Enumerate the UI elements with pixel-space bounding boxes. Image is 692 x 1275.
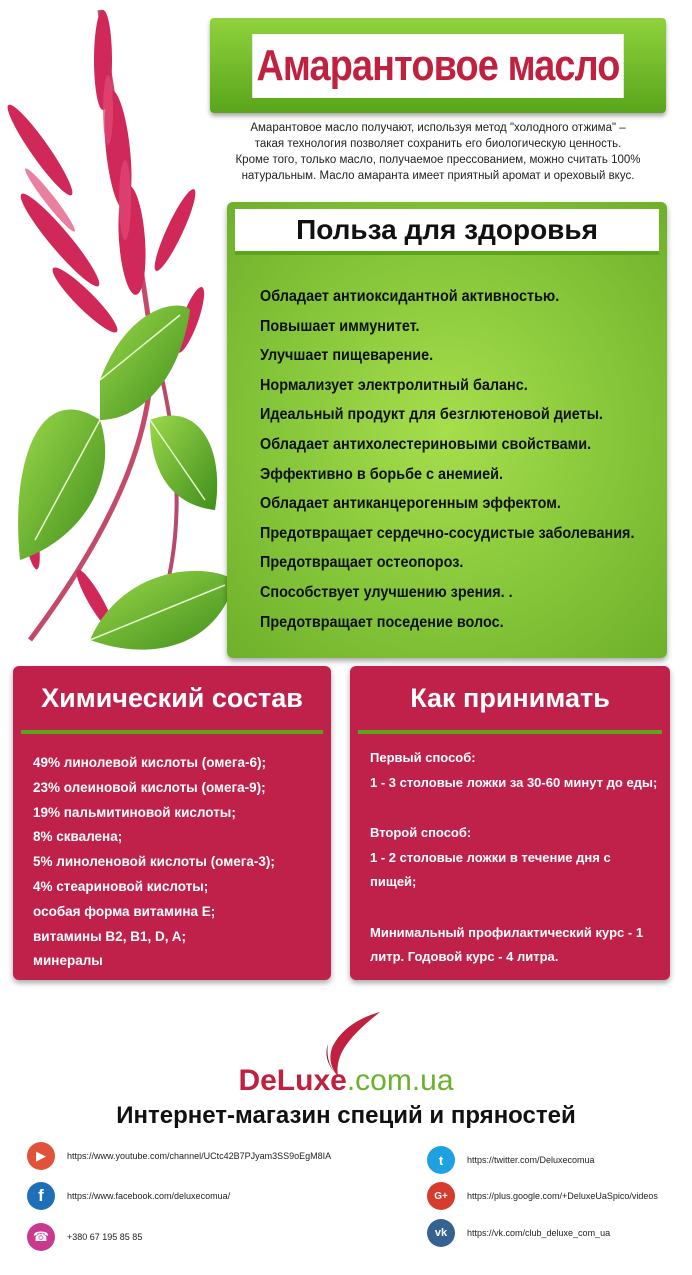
contact-phone-number[interactable]: +380 67 195 85 85	[67, 1232, 143, 1242]
health-benefits-title: Польза для здоровья	[235, 209, 659, 255]
list-item: особая форма витамина Е;	[33, 903, 216, 919]
list-item: Предотвращает остеопороз.	[260, 554, 464, 572]
list-item: 5% линоленовой кислоты (омега-3);	[33, 854, 275, 870]
contact-youtube-link[interactable]: https://www.youtube.com/channel/UCtc42B7PJyam3SS9oEgM8IA	[67, 1151, 332, 1161]
method1-text: 1 - 3 столовые ложки за 30-60 минут до еды;	[370, 774, 658, 790]
title-banner	[210, 18, 666, 113]
contact-facebook[interactable]	[27, 1182, 230, 1210]
how-to-take-title: Как принимать	[410, 682, 610, 713]
contact-youtube[interactable]	[27, 1142, 331, 1170]
list-item: Нормализует электролитный баланс.	[260, 376, 528, 394]
list-item: Обладает антихолестериновыми свойствами.	[260, 435, 592, 453]
list-item: Способствует улучшению зрения. .	[260, 583, 513, 601]
contact-twitter[interactable]	[427, 1146, 595, 1174]
health-benefits-list	[260, 282, 660, 637]
contact-google-plus[interactable]	[427, 1182, 658, 1210]
intro-line: натуральным. Масло амаранта имеет приятный аромат и ореховый вкус.	[241, 170, 635, 182]
youtube-icon: ▶	[27, 1142, 55, 1170]
shop-tagline: Интернет-магазин специй и пряностей	[116, 1102, 576, 1129]
list-item: 4% стеариновой кислоты;	[33, 878, 209, 894]
list-item: 23% олеиновой кислоты (омега-9);	[33, 779, 266, 795]
how-to-take-body	[350, 734, 670, 970]
list-item: витамины B2, B1, D, A;	[33, 928, 186, 944]
method1-title: Первый способ:	[370, 750, 476, 765]
list-item: 49% линолевой кислоты (омега-6);	[33, 755, 266, 770]
how-to-take-panel	[350, 666, 670, 980]
course-line: Минимальный профилактический курс - 1	[370, 924, 644, 940]
intro-line: Амарантовое масло получают, используя метод "холодного отжима" –	[250, 122, 626, 134]
list-item: Предотвращает сердечно-сосудистые заболевания.	[260, 524, 635, 542]
list-item: Обладает антиоксидантной активностью.	[260, 288, 560, 305]
list-item: Предотвращает поседение волос.	[260, 613, 504, 631]
contact-google-plus-link[interactable]: https://plus.google.com/+DeluxeUaSpico/videos	[467, 1191, 658, 1201]
brand-domain: .com.ua	[346, 1064, 454, 1097]
intro-line: такая технология позволяет сохранить его биологическую ценность.	[254, 138, 622, 150]
list-item: 8% сквалена;	[33, 829, 123, 845]
list-item: Повышает иммунитет.	[260, 317, 420, 335]
list-item: Эффективно в борьбе с анемией.	[260, 465, 503, 483]
twitter-icon: t	[427, 1146, 455, 1174]
contact-twitter-link[interactable]: https://twitter.com/Deluxecomua	[467, 1155, 595, 1165]
list-item: Улучшает пищеварение.	[260, 347, 434, 365]
google-plus-icon: G+	[427, 1182, 455, 1210]
method2-title: Второй способ:	[370, 825, 472, 840]
page-title: Амарантовое масло	[252, 34, 624, 98]
method2-text: 1 - 2 столовые ложки в течение дня с пищей;	[370, 849, 611, 889]
chemical-composition-list	[13, 734, 331, 974]
chemical-composition-panel	[13, 666, 331, 980]
contact-vk[interactable]	[427, 1219, 610, 1247]
course-line: литр. Годовой курс - 4 литра.	[370, 949, 559, 964]
list-item: Идеальный продукт для безглютеновой диеты.	[260, 406, 603, 424]
list-item: минералы	[33, 953, 103, 969]
health-benefits-panel	[227, 202, 667, 658]
chemical-composition-title: Химический состав	[41, 682, 303, 713]
intro-line: Кроме того, только масло, получаемое прессованием, можно считать 100%	[235, 154, 641, 166]
list-item: Обладает антиканцерогенным эффектом.	[260, 495, 561, 513]
contact-phone[interactable]	[27, 1223, 142, 1251]
vk-icon: vk	[427, 1219, 455, 1247]
amaranth-plant-illustration	[0, 0, 240, 665]
intro-text	[232, 120, 644, 184]
facebook-icon: f	[27, 1182, 55, 1210]
contact-facebook-link[interactable]: https://www.facebook.com/deluxecomua/	[67, 1191, 231, 1201]
phone-icon: ☎	[27, 1223, 55, 1251]
brand-logo[interactable]	[0, 1064, 692, 1098]
contact-vk-link[interactable]: https://vk.com/club_deluxe_com_ua	[467, 1228, 611, 1238]
brand-main: DeLuxe	[238, 1064, 347, 1097]
list-item: 19% пальмитиновой кислоты;	[33, 804, 236, 820]
